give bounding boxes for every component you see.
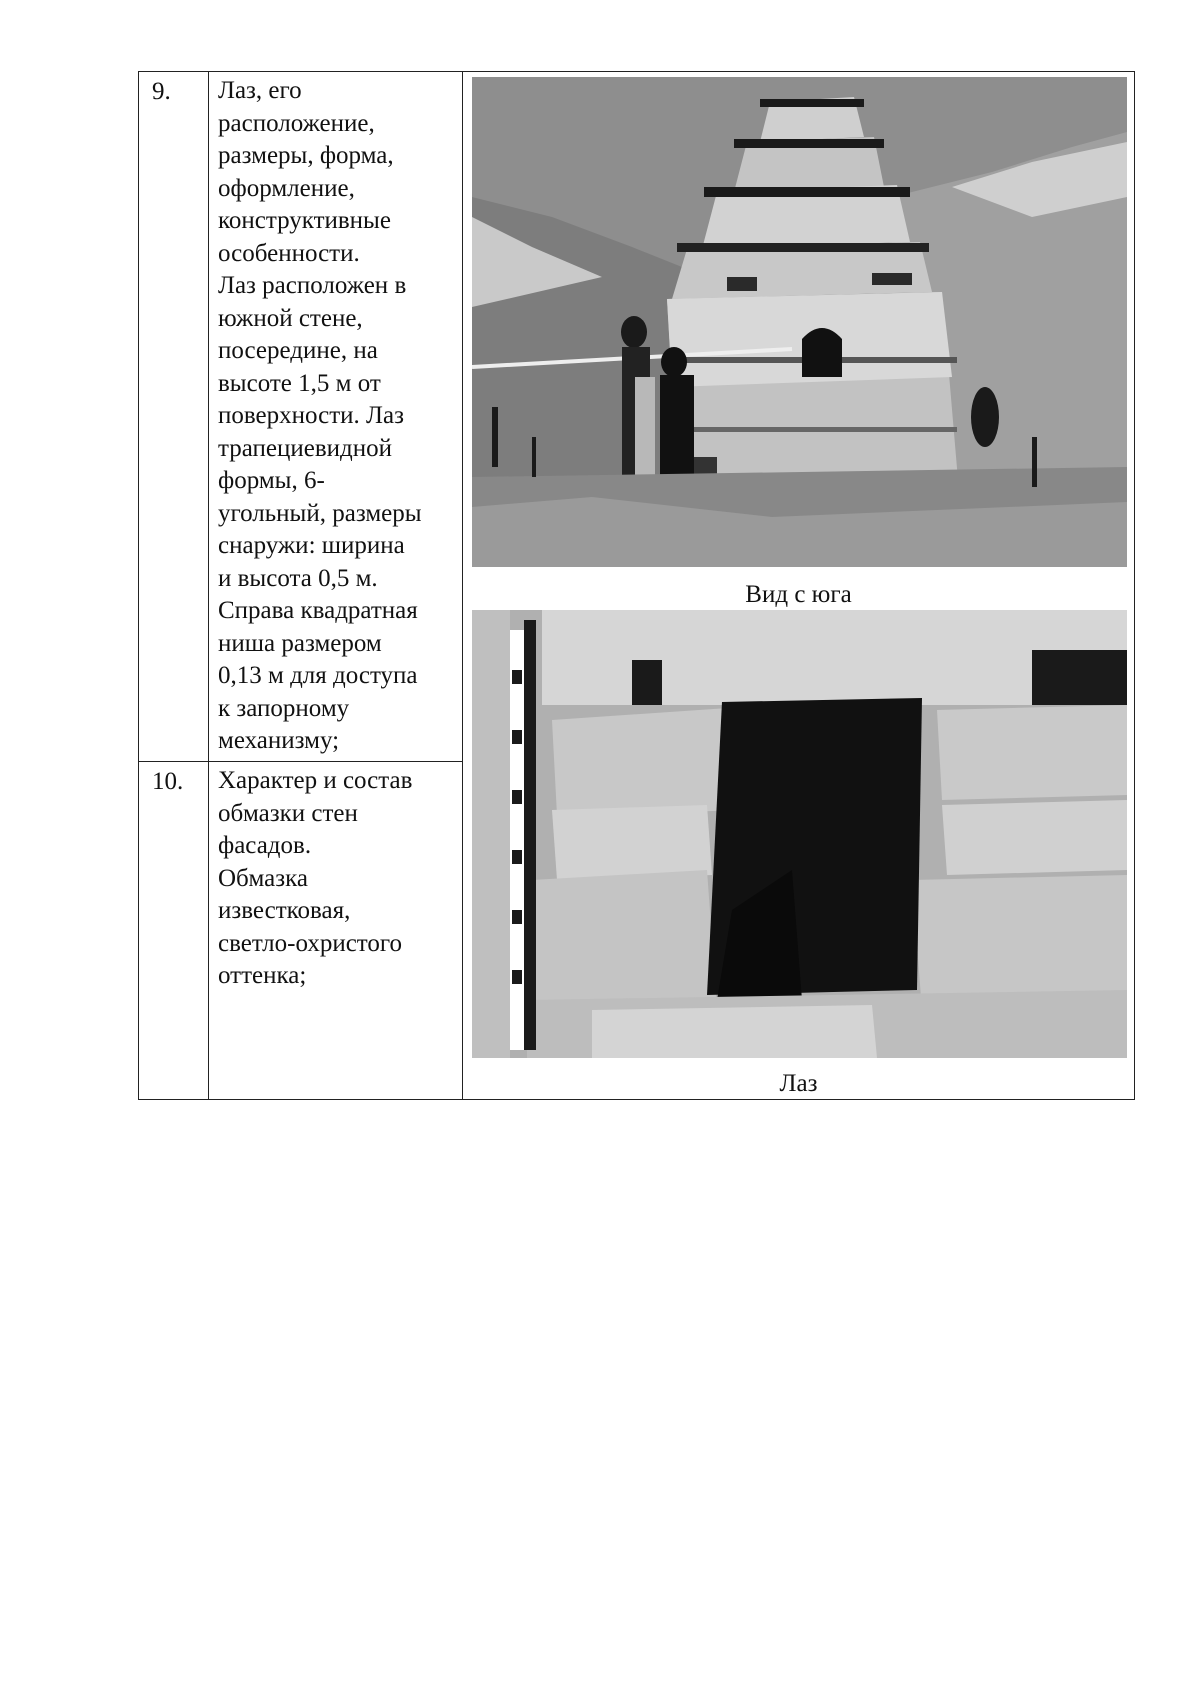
photo-caption-south-view: Вид с юга (745, 581, 852, 608)
text-line: Лаз, его (218, 77, 302, 104)
row-9-description (209, 72, 462, 758)
row-number-cell (139, 72, 209, 762)
text-line: размеры, форма, (218, 142, 394, 169)
text-line: особенности. (218, 239, 360, 267)
photo-caption-hatch: Лаз (779, 1070, 818, 1097)
text-line: оформление, (218, 174, 355, 202)
row-10-description (209, 762, 462, 993)
text-line: ниша размером (218, 629, 382, 657)
row-number: 9. (152, 78, 171, 105)
table-row-9 (139, 72, 1135, 762)
text-line: конструктивные (218, 207, 391, 234)
text-line: трапециевидной (218, 434, 392, 462)
text-line: поверхности. Лаз (218, 402, 404, 429)
hatch-photo (472, 610, 1127, 1058)
description-cell (209, 72, 463, 762)
text-line: угольный, размеры (218, 499, 422, 527)
text-line: 0,13 м для доступа (218, 662, 418, 689)
text-line: светло-охристого (218, 929, 403, 957)
text-line: Лаз расположен в (218, 272, 407, 299)
row-number-cell (139, 762, 209, 1100)
text-line: формы, 6- (218, 467, 325, 494)
row-number: 10. (152, 768, 184, 795)
text-line: к запорному (218, 694, 350, 722)
text-line: Обмазка (218, 864, 309, 892)
text-line: высоте 1,5 м от (218, 369, 381, 397)
text-line: Характер и состав (218, 767, 413, 794)
text-line: обмазки стен (218, 799, 358, 827)
text-line: Справа квадратная (218, 597, 418, 624)
text-line: и высота 0,5 м. (218, 564, 378, 592)
text-line: фасадов. (218, 832, 312, 859)
text-line: снаружи: ширина (218, 532, 405, 559)
text-line: расположение, (218, 109, 375, 137)
tower-photo (472, 77, 1127, 567)
photos-cell (463, 72, 1135, 1100)
description-table (138, 71, 1135, 1100)
text-line: южной стене, (218, 304, 363, 332)
text-line: механизму; (218, 727, 340, 754)
text-line: оттенка; (218, 962, 307, 989)
text-line: посередине, на (218, 337, 378, 364)
text-line: известковая, (218, 897, 351, 924)
description-cell (209, 762, 463, 1100)
